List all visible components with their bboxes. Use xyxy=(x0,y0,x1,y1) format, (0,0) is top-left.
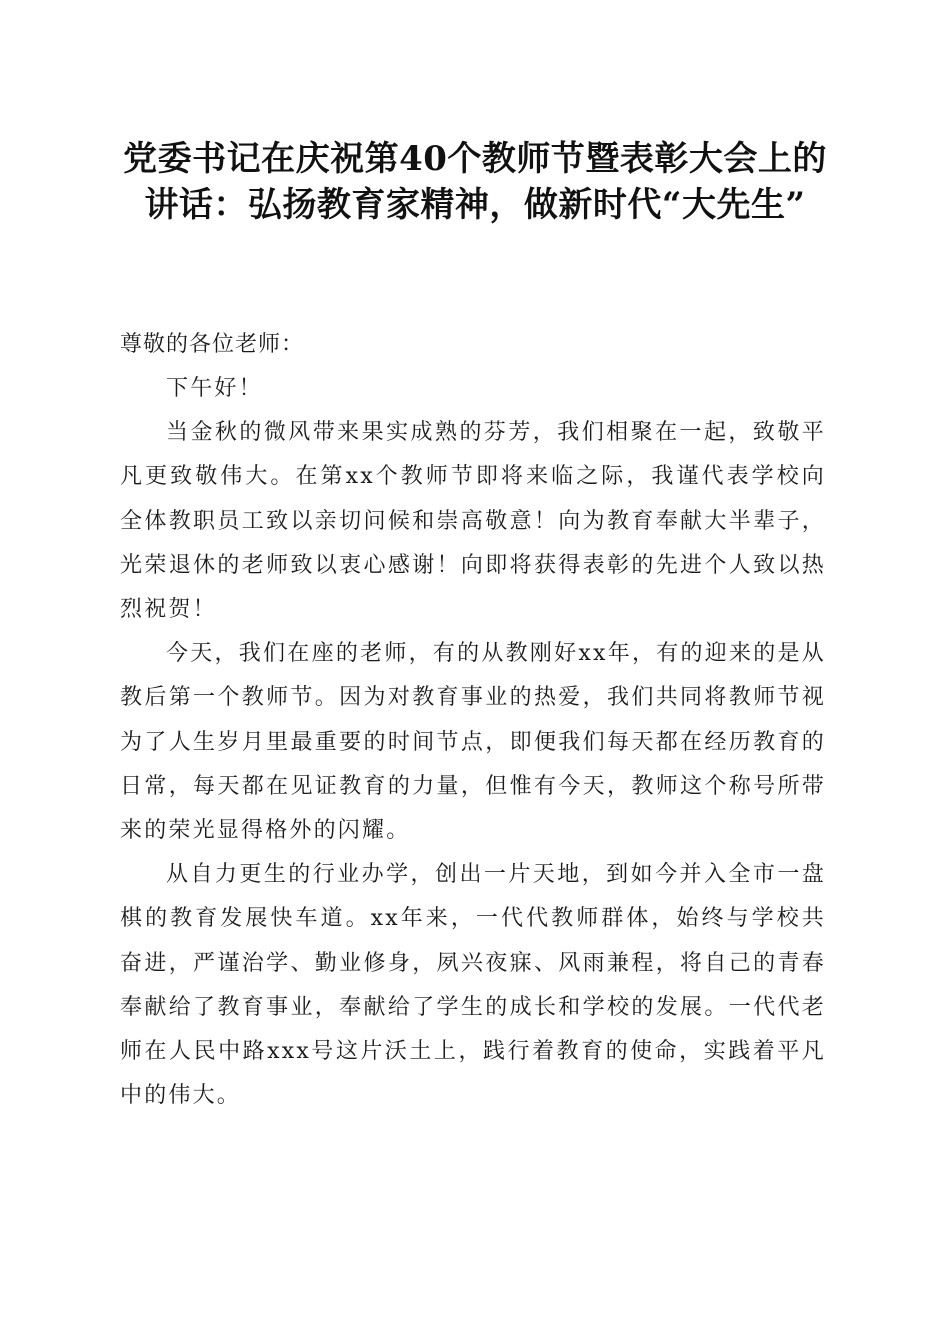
paragraph-3: 从自力更生的行业办学，创出一片天地，到如今并入全市一盘棋的教育发展快车道。xx年来，一代代教师群体，始终与学校共奋进，严谨治学、勤业修身，夙兴夜寐、风雨兼程，将自己的青春奉献给了教育事业，奉献给了学生的成长和学校的发展。一代代老师在人民中路xxx号这片沃土上，践行着教育的使命，实践着平凡中的伟大。 xyxy=(120,862,826,1109)
paragraph-2: 今天，我们在座的老师，有的从教刚好xx年，有的迎来的是从教后第一个教师节。因为对教育事业的热爱，我们共同将教师节视为了人生岁月里最重要的时间节点，即便我们每天都在经历教育的日常，每天都在见证教育的力量，但惟有今天，教师这个称号所带来的荣光显得格外的闪耀。 xyxy=(120,641,826,844)
paragraph-1: 当金秋的微风带来果实成熟的芬芳，我们相聚在一起，致敬平凡更致敬伟大。在第xx个教师节即将来临之际，我谨代表学校向全体教职员工致以亲切问候和崇高敬意！向为教育奉献大半辈子，光荣退休的老师致以衷心感谢！向即将获得表彰的先进个人致以热烈祝贺！ xyxy=(120,420,826,623)
paragraph-greeting: 下午好！ xyxy=(166,376,263,401)
document-title: 党委书记在庆祝第40个教师节暨表彰大会上的讲话：弘扬教育家精神，做新时代“大先生” xyxy=(123,139,827,225)
document-body xyxy=(120,323,826,1118)
salutation: 尊敬的各位老师： xyxy=(120,332,305,357)
